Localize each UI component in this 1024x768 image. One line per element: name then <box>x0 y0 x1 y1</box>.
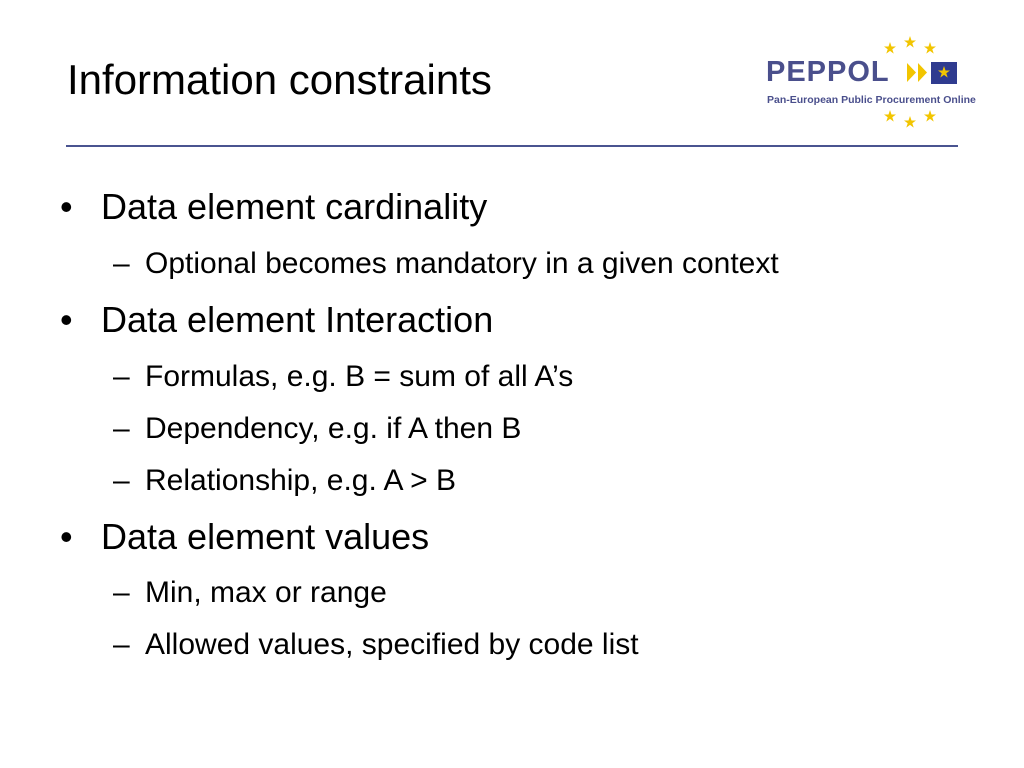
bullet-marker: • <box>60 516 73 557</box>
sub-bullet-marker: – <box>113 628 130 661</box>
sub-bullet-text: Optional becomes mandatory in a given context <box>145 247 779 280</box>
sub-bullet-text: Dependency, e.g. if A then B <box>145 412 522 445</box>
sub-bullet-text: Relationship, e.g. A > B <box>145 464 457 497</box>
sub-bullet-marker: – <box>113 360 130 393</box>
sub-bullet-text: Allowed values, specified by code list <box>145 628 639 661</box>
slide-title: Information constraints <box>67 56 492 103</box>
bullet-text: Data element cardinality <box>101 186 488 227</box>
logo-tagline: Pan-European Public Procurement Online <box>767 94 976 106</box>
sub-bullet-marker: – <box>113 412 130 445</box>
bullet-marker: • <box>60 299 73 340</box>
bullet-text: Data element Interaction <box>101 299 494 340</box>
sub-bullet-marker: – <box>113 247 130 280</box>
sub-bullet-marker: – <box>113 576 130 609</box>
sub-bullet-text: Formulas, e.g. B = sum of all A’s <box>145 360 574 393</box>
bullet-text: Data element values <box>101 516 430 557</box>
sub-bullet-marker: – <box>113 464 130 497</box>
bullet-marker: • <box>60 186 73 227</box>
logo-wordmark: PEPPOL <box>766 56 890 88</box>
sub-bullet-text: Min, max or range <box>145 576 387 609</box>
